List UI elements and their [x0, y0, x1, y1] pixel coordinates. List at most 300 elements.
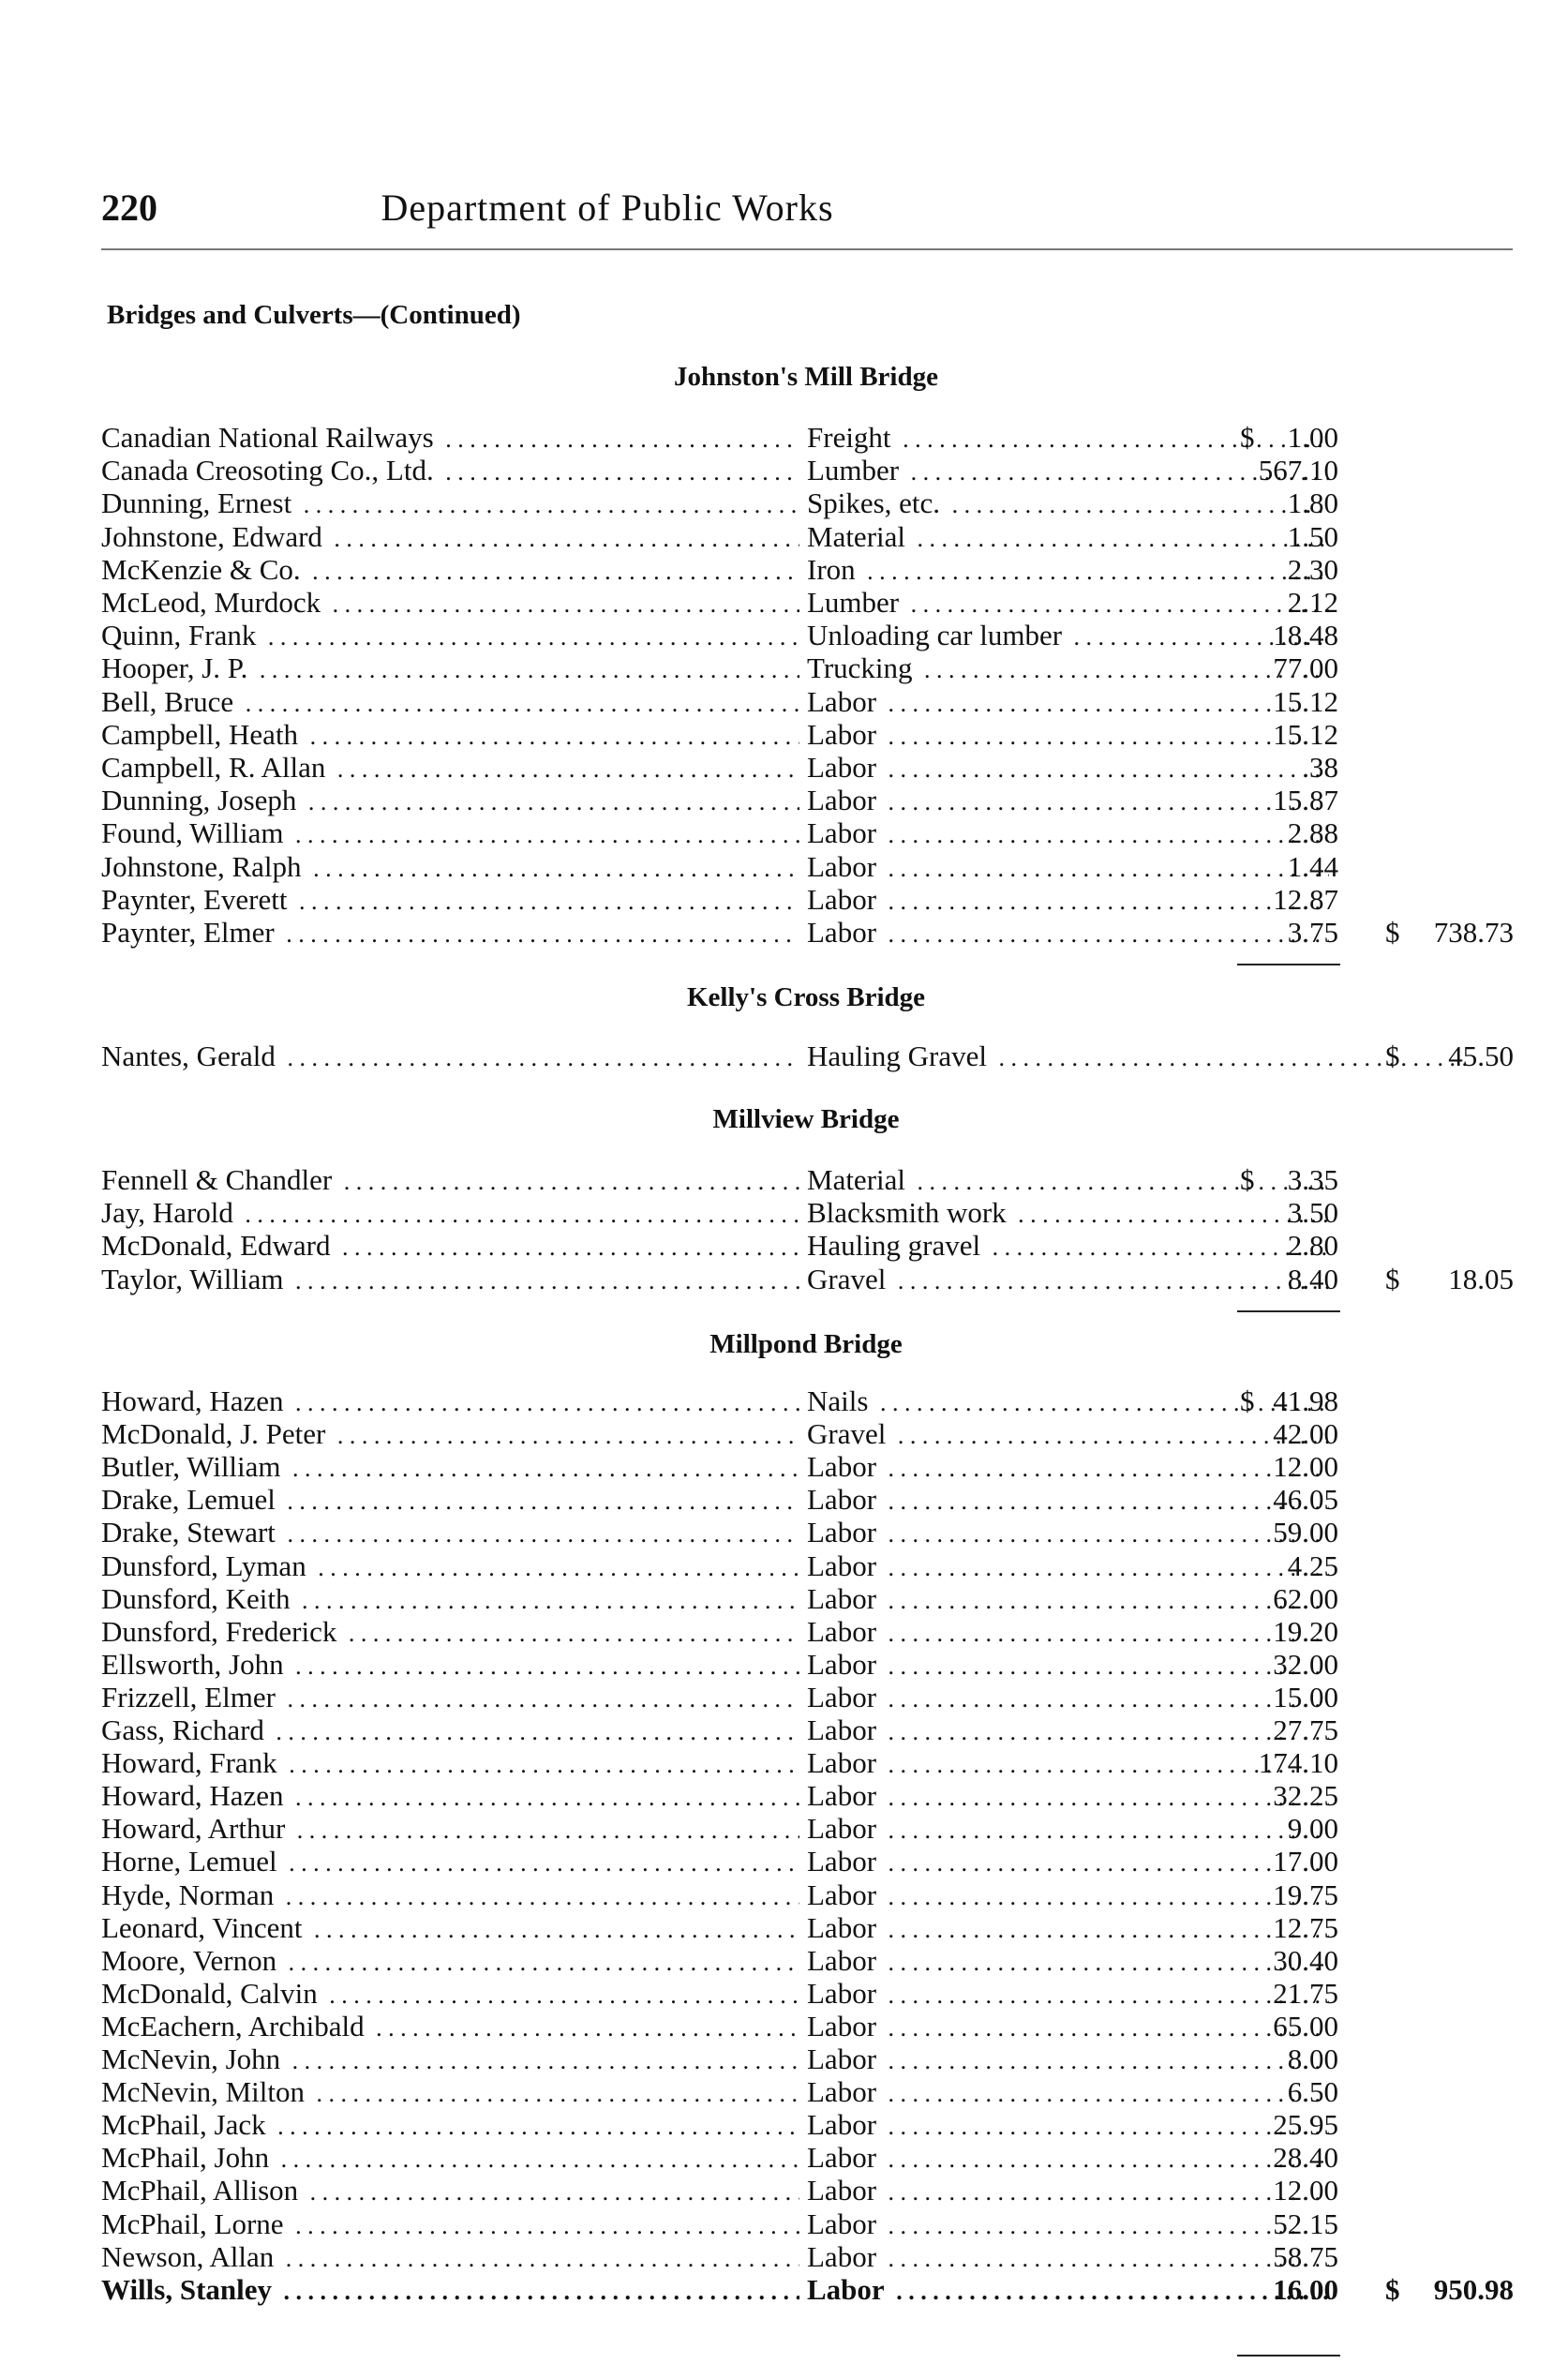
dot-leader — [101, 719, 799, 753]
item-description: Labor — [807, 1912, 882, 1944]
table-row — [101, 1583, 1516, 1615]
dot-leader — [101, 2241, 799, 2275]
item-description: Iron — [807, 554, 861, 586]
table-row — [101, 1978, 1516, 2010]
dot-leader — [101, 1040, 799, 1074]
dot-leader — [807, 1780, 1329, 1814]
payee-name: Moore, Vernon — [101, 1945, 282, 1977]
amount: 4.25 — [1287, 1549, 1338, 1582]
amount: 30.40 — [1273, 1943, 1338, 1977]
item-description: Spikes, etc. — [807, 487, 946, 519]
payee-name: Nantes, Gerald — [101, 1040, 281, 1072]
payee-name: McNevin, John — [101, 2043, 286, 2075]
dot-leader — [807, 752, 1329, 786]
dot-leader — [807, 917, 1329, 950]
dot-leader — [807, 1714, 1329, 1748]
table-row — [101, 817, 1516, 849]
dot-leader — [101, 2011, 799, 2044]
table-row — [101, 884, 1516, 916]
table-row — [101, 455, 1516, 486]
payee-name: Dunning, Joseph — [101, 785, 302, 816]
payee-name: Newson, Allan — [101, 2241, 279, 2273]
table-row — [101, 752, 1516, 784]
table-row — [101, 1517, 1516, 1549]
table-row — [101, 521, 1516, 553]
item-description: Labor — [807, 1780, 882, 1812]
table-row — [101, 1813, 1516, 1845]
item-description: Hauling Gravel — [807, 1040, 993, 1072]
amount: 1.44 — [1287, 849, 1338, 883]
dot-leader — [807, 1451, 1329, 1485]
dot-leader — [101, 2142, 799, 2176]
table-row — [101, 2241, 1516, 2273]
table-row — [101, 1616, 1516, 1648]
payee-name: Hyde, Norman — [101, 1879, 279, 1911]
amount: 18.48 — [1273, 619, 1338, 652]
dot-leader — [807, 1616, 1329, 1650]
payee-name: Taylor, William — [101, 1264, 290, 1295]
payee-name: Canada Creosoting Co., Ltd. — [101, 455, 440, 486]
table-row — [101, 1484, 1516, 1516]
amount: 15.00 — [1273, 1680, 1338, 1713]
dot-leader — [807, 2274, 1329, 2308]
table-row — [101, 1846, 1516, 1878]
amount: 567.10 — [1258, 454, 1338, 487]
dot-leader — [807, 1945, 1329, 1979]
amount: 25.95 — [1273, 2108, 1338, 2142]
dot-leader — [101, 1197, 799, 1231]
dot-leader — [101, 1517, 799, 1550]
table-row — [101, 1451, 1516, 1483]
dot-leader — [807, 554, 1329, 588]
table-row — [101, 1747, 1516, 1779]
dot-leader — [101, 1846, 799, 1879]
payee-name: Howard, Hazen — [101, 1780, 290, 1812]
amount: 3.50 — [1287, 1196, 1338, 1230]
section-total: 45.50 — [1448, 1040, 1514, 1072]
dot-leader — [807, 2142, 1329, 2176]
amount: 17.00 — [1273, 1845, 1338, 1878]
amount: 42.00 — [1273, 1417, 1338, 1451]
dot-leader — [101, 1649, 799, 1683]
page-header — [101, 186, 1513, 242]
payee-name: Johnstone, Edward — [101, 521, 328, 553]
table-row — [101, 2076, 1516, 2108]
payee-name: McEachern, Archibald — [101, 2011, 370, 2042]
table-row — [101, 917, 1516, 949]
dot-leader — [807, 851, 1329, 885]
dot-leader — [807, 1813, 1329, 1847]
dot-leader — [101, 2274, 799, 2308]
dot-leader — [807, 719, 1329, 753]
dot-leader — [807, 1846, 1329, 1879]
total-dollar-sign: $ — [1385, 1040, 1400, 1072]
table-row — [101, 1385, 1516, 1417]
dot-leader — [807, 455, 1329, 488]
item-description: Labor — [807, 1747, 882, 1779]
item-description: Blacksmith work — [807, 1197, 1012, 1229]
dot-leader — [101, 1451, 799, 1485]
amount: 174.10 — [1258, 1746, 1338, 1780]
dot-leader — [101, 521, 799, 555]
item-description: Labor — [807, 686, 882, 718]
table-row — [101, 2208, 1516, 2240]
item-description: Labor — [807, 1451, 882, 1483]
dot-leader — [101, 2043, 799, 2077]
dot-leader — [807, 1484, 1329, 1518]
payee-name: McNevin, Milton — [101, 2076, 310, 2108]
amount: 8.00 — [1287, 2042, 1338, 2075]
amount: 15.12 — [1273, 717, 1338, 751]
amount: 12.00 — [1273, 1450, 1338, 1484]
item-description: Labor — [807, 2274, 890, 2306]
item-description: Unloading car lumber — [807, 620, 1068, 651]
payee-name: Quinn, Frank — [101, 620, 261, 651]
dot-leader — [807, 1550, 1329, 1584]
payee-name: Campbell, Heath — [101, 719, 304, 751]
table-row — [101, 1912, 1516, 1944]
payee-name: Dunning, Ernest — [101, 487, 297, 519]
payee-name: Hooper, J. P. — [101, 652, 253, 684]
item-description: Labor — [807, 2109, 882, 2141]
table-row — [101, 2175, 1516, 2207]
dot-leader — [807, 1747, 1329, 1781]
amount: 19.20 — [1273, 1614, 1338, 1648]
dot-leader — [101, 1164, 799, 1198]
dot-leader — [101, 2109, 799, 2143]
table-row — [101, 1230, 1516, 1262]
item-description: Labor — [807, 917, 882, 949]
item-description: Labor — [807, 752, 882, 784]
item-description: Labor — [807, 2241, 882, 2273]
payee-name: McLeod, Murdock — [101, 587, 326, 619]
item-description: Labor — [807, 2011, 882, 2042]
dot-leader — [807, 1912, 1329, 1946]
dot-leader — [807, 1978, 1329, 2012]
dot-leader — [101, 917, 799, 950]
payee-name: McPhail, Allison — [101, 2175, 304, 2207]
payee-name: Gass, Richard — [101, 1714, 270, 1746]
amount: 27.75 — [1273, 1713, 1338, 1746]
item-description: Labor — [807, 884, 882, 916]
table-row — [101, 652, 1516, 684]
dot-leader — [101, 785, 799, 818]
dot-leader — [807, 2175, 1329, 2208]
dot-leader — [101, 1780, 799, 1814]
dot-leader — [807, 1264, 1329, 1297]
amount: 52.15 — [1273, 2207, 1338, 2240]
amount: 2.80 — [1287, 1229, 1338, 1263]
dot-leader — [101, 1747, 799, 1781]
amount: 15.12 — [1273, 684, 1338, 718]
dot-leader — [807, 1040, 1468, 1074]
payee-name: McDonald, Calvin — [101, 1978, 323, 2010]
dot-leader — [807, 2208, 1329, 2242]
payee-name: Frizzell, Elmer — [101, 1682, 281, 1713]
dot-leader — [101, 2208, 799, 2242]
total-rule — [1237, 964, 1340, 965]
table-row — [101, 1197, 1516, 1229]
item-description: Labor — [807, 1978, 882, 2010]
amount: 41.98 — [1273, 1384, 1338, 1417]
payee-name: Paynter, Elmer — [101, 917, 280, 949]
dot-leader — [101, 817, 799, 851]
payee-name: Bell, Bruce — [101, 686, 239, 718]
dot-leader — [807, 2011, 1329, 2044]
amount: 12.87 — [1273, 882, 1338, 916]
dot-leader — [807, 1197, 1329, 1231]
dot-leader — [101, 2175, 799, 2208]
item-description: Labor — [807, 2208, 882, 2240]
section-total: 950.98 — [1433, 2272, 1514, 2306]
table-row — [101, 587, 1516, 619]
item-description: Lumber — [807, 587, 904, 619]
amount: 1.00 — [1287, 421, 1338, 454]
payee-name: Wills, Stanley — [101, 2274, 277, 2306]
item-description: Labor — [807, 1484, 882, 1516]
table-row — [101, 1264, 1516, 1295]
payee-name: Howard, Hazen — [101, 1385, 290, 1417]
dot-leader — [101, 1945, 799, 1979]
dot-leader — [807, 652, 1329, 686]
dot-leader — [807, 1682, 1329, 1715]
dot-leader — [807, 620, 1329, 653]
amount: 32.00 — [1273, 1647, 1338, 1681]
item-description: Labor — [807, 1879, 882, 1911]
amount: 8.40 — [1287, 1262, 1338, 1295]
amount: 3.35 — [1287, 1163, 1338, 1196]
amount: 12.00 — [1273, 2174, 1338, 2207]
item-description: Gravel — [807, 1264, 891, 1295]
payee-name: McKenzie & Co. — [101, 554, 306, 586]
item-description: Labor — [807, 2142, 882, 2174]
payee-name: Found, William — [101, 817, 290, 849]
total-dollar-sign: $ — [1385, 2272, 1400, 2306]
item-description: Labor — [807, 1714, 882, 1746]
payee-name: Horne, Lemuel — [101, 1846, 283, 1878]
item-description: Labor — [807, 851, 882, 883]
table-row — [101, 1550, 1516, 1582]
payee-name: Paynter, Everett — [101, 884, 292, 916]
dot-leader — [807, 2241, 1329, 2275]
dot-leader — [807, 2109, 1329, 2143]
dot-leader — [101, 1385, 799, 1419]
dot-leader — [101, 1978, 799, 2012]
item-description: Material — [807, 1164, 911, 1196]
table-row — [101, 719, 1516, 751]
subsection-title: Millpond Bridge — [709, 1329, 903, 1359]
item-description: Labor — [807, 1583, 882, 1615]
payee-name: Fennell & Chandler — [101, 1164, 337, 1196]
payee-name: Dunsford, Frederick — [101, 1616, 342, 1648]
amount: 59.00 — [1273, 1516, 1338, 1549]
total-rule — [1237, 2355, 1340, 2357]
page-title: Department of Public Works — [381, 187, 834, 229]
table-row — [101, 2109, 1516, 2141]
dot-leader — [807, 884, 1329, 918]
dot-leader — [101, 1550, 799, 1584]
amount: 1.50 — [1287, 519, 1338, 553]
payee-name: Dunsford, Lyman — [101, 1550, 312, 1582]
table-row — [101, 1714, 1516, 1746]
payee-name: Jay, Harold — [101, 1197, 239, 1229]
item-description: Trucking — [807, 652, 918, 684]
dot-leader — [101, 884, 799, 918]
amount: 9.00 — [1287, 1812, 1338, 1846]
item-description: Labor — [807, 1846, 882, 1878]
dot-leader — [807, 686, 1329, 720]
item-description: Labor — [807, 1550, 882, 1582]
payee-name: Campbell, R. Allan — [101, 752, 331, 784]
payee-name: Ellsworth, John — [101, 1649, 290, 1681]
dot-leader — [807, 1418, 1329, 1452]
dot-leader — [101, 1682, 799, 1715]
payee-name: Johnstone, Ralph — [101, 851, 307, 883]
item-description: Gravel — [807, 1418, 891, 1450]
dot-leader — [807, 2043, 1329, 2077]
subsection-title: Johnston's Mill Bridge — [674, 362, 938, 392]
item-description: Labor — [807, 719, 882, 751]
table-row — [101, 1945, 1516, 1977]
dollar-sign: $ — [1240, 421, 1255, 454]
subsection-title: Kelly's Cross Bridge — [686, 982, 926, 1012]
amount: 46.05 — [1273, 1483, 1338, 1517]
dot-leader — [807, 487, 1329, 521]
dot-leader — [101, 487, 799, 521]
table-row — [101, 686, 1516, 718]
item-description: Labor — [807, 2076, 882, 2108]
payee-name: McDonald, Edward — [101, 1230, 336, 1262]
item-description: Labor — [807, 1649, 882, 1681]
dot-leader — [101, 851, 799, 885]
amount: 32.25 — [1273, 1779, 1338, 1813]
dot-leader — [101, 1912, 799, 1946]
section-total: 738.73 — [1433, 916, 1514, 949]
item-description: Labor — [807, 2043, 882, 2075]
dot-leader — [101, 1813, 799, 1847]
table-row — [101, 487, 1516, 519]
payee-name: Canadian National Railways — [101, 422, 440, 454]
table-row — [101, 2011, 1516, 2042]
amount: 28.40 — [1273, 2141, 1338, 2175]
dot-leader — [807, 817, 1329, 851]
payee-name: McDonald, J. Peter — [101, 1418, 331, 1450]
dollar-sign: $ — [1240, 1384, 1255, 1417]
dot-leader — [101, 1264, 799, 1297]
dot-leader — [101, 455, 799, 488]
section-title: Bridges and Culverts—(Continued) — [107, 300, 521, 330]
dollar-sign: $ — [1240, 1163, 1255, 1196]
item-description: Hauling gravel — [807, 1230, 986, 1262]
item-description: Labor — [807, 1945, 882, 1977]
table-row — [101, 1780, 1516, 1812]
amount: 77.00 — [1273, 651, 1338, 685]
amount: 2.88 — [1287, 816, 1338, 850]
dot-leader — [101, 1484, 799, 1518]
item-description: Lumber — [807, 455, 904, 486]
table-row — [101, 1040, 1516, 1072]
dot-leader — [101, 752, 799, 786]
dot-leader — [101, 1714, 799, 1748]
item-description: Labor — [807, 1616, 882, 1648]
dot-leader — [807, 2076, 1329, 2110]
item-description: Labor — [807, 817, 882, 849]
dot-leader — [101, 1418, 799, 1452]
dot-leader — [807, 587, 1329, 621]
dot-leader — [101, 652, 799, 686]
payee-name: McPhail, Lorne — [101, 2208, 290, 2240]
table-row — [101, 2274, 1516, 2306]
dot-leader — [101, 2076, 799, 2110]
item-description: Labor — [807, 785, 882, 816]
table-row — [101, 785, 1516, 816]
item-description: Labor — [807, 1682, 882, 1713]
table-row — [101, 1418, 1516, 1450]
dot-leader — [101, 1583, 799, 1617]
payee-name: Leonard, Vincent — [101, 1912, 308, 1944]
payee-name: Butler, William — [101, 1451, 287, 1483]
dot-leader — [101, 1879, 799, 1913]
amount: 15.87 — [1273, 784, 1338, 817]
table-row — [101, 851, 1516, 883]
amount: 16.00 — [1273, 2272, 1338, 2306]
dot-leader — [101, 554, 799, 588]
dot-leader — [101, 1230, 799, 1264]
payee-name: Howard, Frank — [101, 1747, 283, 1779]
table-row — [101, 2043, 1516, 2075]
amount: 62.00 — [1273, 1581, 1338, 1615]
table-row — [101, 1164, 1516, 1196]
table-row — [101, 1649, 1516, 1681]
dot-leader — [807, 1517, 1329, 1550]
dot-leader — [101, 686, 799, 720]
dot-leader — [101, 587, 799, 621]
amount: 6.50 — [1287, 2075, 1338, 2109]
amount: 58.75 — [1273, 2239, 1338, 2273]
dot-leader — [807, 1230, 1329, 1264]
item-description: Labor — [807, 1517, 882, 1549]
amount: 1.80 — [1287, 486, 1338, 520]
amount: 65.00 — [1273, 2009, 1338, 2042]
item-description: Labor — [807, 2175, 882, 2207]
amount: .38 — [1302, 751, 1338, 784]
amount: 19.75 — [1273, 1878, 1338, 1911]
payee-name: McPhail, John — [101, 2142, 275, 2174]
amount: 21.75 — [1273, 1976, 1338, 2010]
dot-leader — [807, 1649, 1329, 1683]
table-row — [101, 2142, 1516, 2174]
item-description: Freight — [807, 422, 897, 454]
amount: 2.12 — [1287, 586, 1338, 619]
table-row — [101, 1879, 1516, 1911]
subsection-title: Millview Bridge — [712, 1104, 900, 1134]
payee-name: Dunsford, Keith — [101, 1583, 295, 1615]
item-description: Nails — [807, 1385, 874, 1417]
total-rule — [1237, 1310, 1340, 1312]
table-row — [101, 554, 1516, 586]
payee-name: McPhail, Jack — [101, 2109, 272, 2141]
dot-leader — [101, 620, 799, 653]
item-description: Labor — [807, 1813, 882, 1845]
dot-leader — [807, 521, 1329, 555]
amount: 12.75 — [1273, 1910, 1338, 1944]
payee-name: Howard, Arthur — [101, 1813, 291, 1845]
page-number: 220 — [101, 187, 157, 229]
total-dollar-sign: $ — [1385, 916, 1400, 949]
amount: 3.75 — [1287, 916, 1338, 949]
header-rule — [101, 248, 1513, 250]
table-row — [101, 422, 1516, 454]
